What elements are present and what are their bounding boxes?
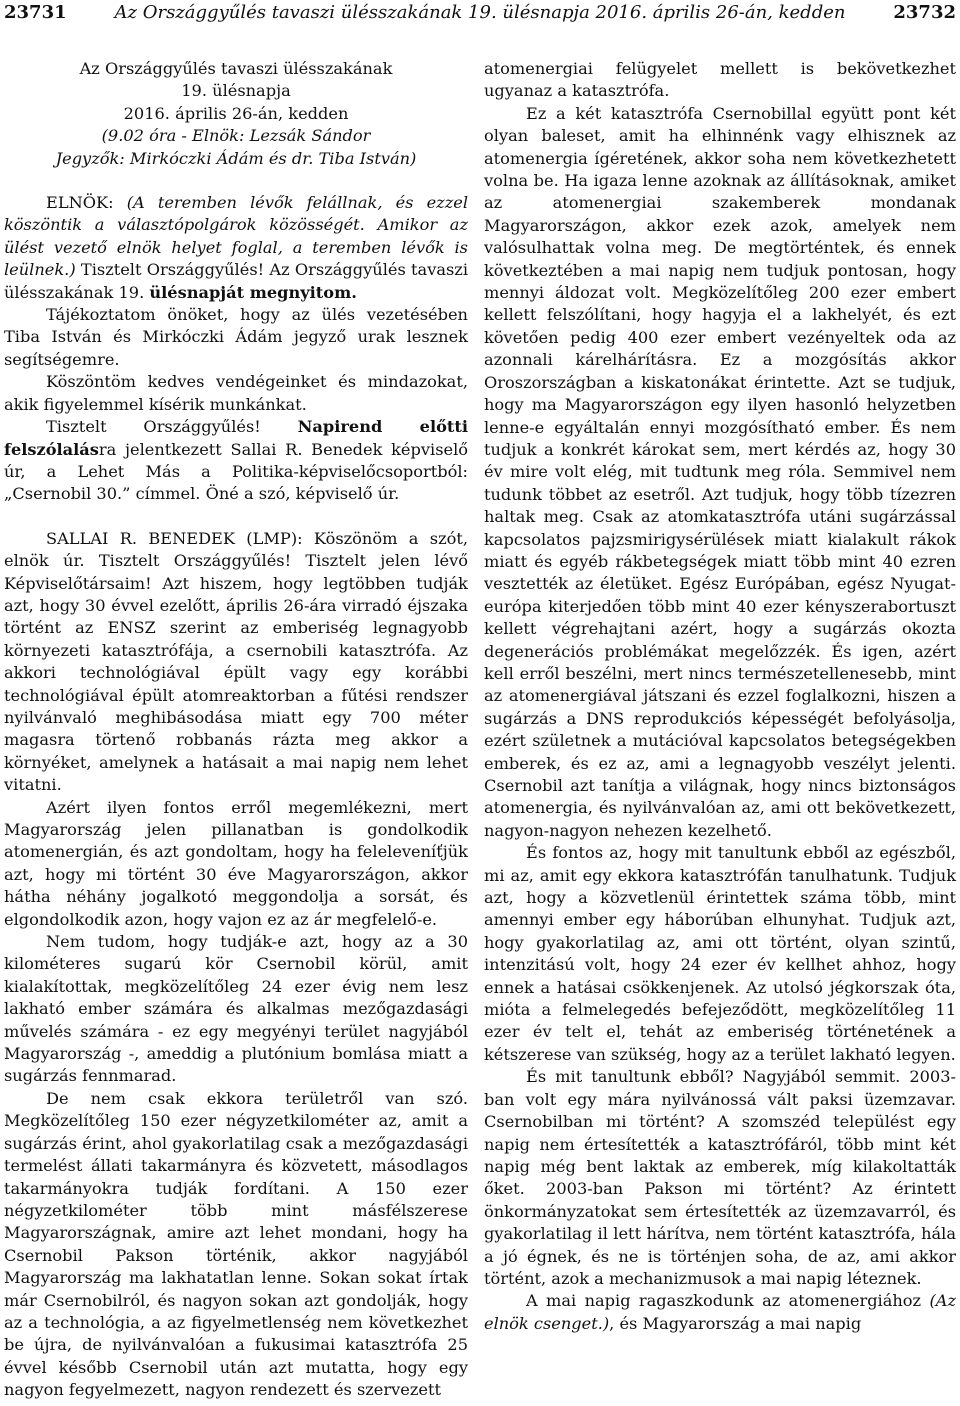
- paragraph: SALLAI R. BENEDEK (LMP): Köszönöm a szót, elnök úr. Tisztelt Országgyűlés! Tisztelt jelen lévő Képviselőtársaim! Azt hiszem, hogy legtöbben tudják azt, hogy 30 évvel ezelőtt, április 26-ára virradó éjszaka történt az ENSZ szerint az emberiség legnagyobb környezeti katasztrófája, a csernobili katasztrófa. Az akkori technológiával épült vagy egy korábbi technológiával épült atomreaktorban a fűtési rendszer nyilvánvaló meghibásodása miatt egy 700 méter magasra törtenő robbanás rázta meg akkor a környéket, amelynek a hatásait a mai napig nem lehet vitatni.: [4, 528, 468, 795]
- session-line: 19. ülésnapja: [181, 81, 291, 101]
- paragraph: Ez a két katasztrófa Csernobillal együtt pont két olyan baleset, amit ha elhinnénk vagy elhisznek az atomenergia ígéretének, akkor soha nem következhetett volna be. Ha igaza lenne azoknak az állításoknak, amiket az atomenergiai szakemberek mondanak Magyarországon, akkor ezek azok, amelyek nem valósulhattak volna meg. De megtörténtek, és ennek következtében a mai napig nem tudjuk pontosan, hogy mennyi áldozat volt. Megközelítőleg 200 ezer embert kellett felszólítani, hogy hagyja el a lakhelyét, és ezt követően pedig 400 ezer embert vezényeltek oda az azonnali kárelhárításra. Ez a mozgósítás akkor Oroszországban a kiskatonákat érintette. Azt se tudjuk, hogy ma Magyarországon egy ilyen hasonló helyzetben lenne-e egyáltalán ennyi mozgósítható ember. És nem tudjuk a konkrét károkat sem, mert kérdés az, hogy 30 év mire volt elég, mit tudtunk meg róla. Semmivel nem tudunk többet az esetről. Azt tudjuk, hogy több tízezren haltak meg. Csak az atomkatasztrófa utáni sugárzással kapcsolatos pajzsmirigysérülések miatt kialakult rákok miatt és egyéb rákbetegségek miatt több mint 40 ezren vesztették az életüket. Egész Európában, egész Nyugat-európa kiterjedően több mint 40 ezer kényszerabortuszt kellett végrehajtani azért, hogy a sugárzás okozta degenerációs problémákat megelőzzék. És igen, azért kell erről beszélni, mert nincs természetellenesebb, mint az atomenergiával játszani és ezzel foglalkozni, hiszen a sugárzás a DNS reprodukciós képességét befolyásolja, ezért születnek a mutációval kapcsolatos betegségekben emberek, és ez az, ami a legnagyobb veszélyt jelenti. Csernobil azt tanítja a világnak, hogy nincs biztonságos atomenergia, és nyilvánvalóan az, ami ott bekövetkezett, nagyon-nagyon nehezen kezelhető.: [484, 103, 956, 840]
- session-line: Jegyzők: Mirkóczki Ádám és dr. Tiba István): [55, 148, 417, 168]
- paragraph-text: , és Magyarország a mai napig: [609, 1313, 862, 1333]
- paragraph: Tájékoztatom önöket, hogy az ülés vezetésében Tiba István és Mirkóczki Ádám jegyző urak lesznek segítségemre.: [4, 305, 468, 369]
- bold-text: ülésnapját megnyitom.: [149, 282, 357, 302]
- session-line: 2016. április 26-án, kedden: [123, 103, 349, 123]
- session-line: (9.02 óra - Elnök: Lezsák Sándor: [101, 126, 371, 146]
- paragraph-text: ra jelentkezett Sallai R. Benedek képviselő úr, a Lehet Más a Politika-képviselőcsoportból: „Csernobil 30.” címmel. Öné a szó, képviselő úr.: [4, 439, 468, 504]
- paragraph: És fontos az, hogy mit tanultunk ebből az egészből, mi az, amit egy ekkora katasztrófán tanulhatunk. Tudjuk azt, hogy a közvetlenül érintettek száma több, mint amennyi ember egy háborúban elhunyhat. Tudjuk azt, hogy gyakorlatilag az, ami ott történt, olyan szintű, intenzitású volt, hogy 24 ezer év kellhet ahhoz, hogy ennek a hatásai csökkenjenek. Az utolsó jégkorszak óta, mióta a felmelegedés befejeződött, megközelítőleg 11 ezer év telt el, tehát az emberiség történetének a kétszerese van szükség, hogy az a terület lakható legyen.: [484, 843, 956, 1064]
- paragraph-text: Tisztelt Országgyűlés!: [46, 417, 298, 437]
- right-column: [484, 58, 956, 1335]
- paragraph: És mit tanultunk ebből? Nagyjából semmit. 2003-ban volt egy mára nyilvánossá vált paksi üzemzavar. Csernobilban mi történt? A szomszéd települést egy napig nem értesítették a katasztrófáról, több mint két napig még bent laktak az emberek, míg kilakoltatták őket. 2003-ban Pakson mi történt? Az érintett önkormányzatokat sem értesítették az üzemzavarról, és gyakorlatilag il lett hárítva, nem történt katasztrófa, hála a jó égnek, és ne is történjen soha, de az, ami akkor történt, azok a mechanizmusok a mai napig léteznek.: [484, 1067, 956, 1288]
- paragraph: Köszöntöm kedves vendégeinket és mindazokat, akik figyelemmel kísérik munkánkat.: [4, 372, 468, 414]
- paragraph-text: Tisztelt Országgyűlés! Az Országgyűlés tavaszi ülésszakának 19.: [4, 260, 468, 302]
- paragraph: Azért ilyen fontos erről megemlékezni, mert Magyarország jelen pillanatban is gondolkodik atomenergián, és azt gondoltam, hogy ha feleleveníťjük azt, hogy mi történt 30 éve Magyarországon, akkor hátha néhány jogalkotó meggondolja a sorsát, és elgondolkodik azon, hogy vajon ez az ár megfelelő-e.: [4, 797, 468, 929]
- page-number-left: 23731: [4, 2, 67, 23]
- paragraph: De nem csak ekkora területről van szó. Megközelítőleg 150 ezer négyzetkilométer az, amit a sugárzás érint, ahol gyakorlatilag csak a mezőgazdasági termelést állati takarmányra és közvetett, másodlagos takarmányokra tudják fordítani. A 150 ezer négyzetkilométer több mint másfélszerese Magyarországnak, amire azt lehet mondani, hogy ha Csernobil Pakson történik, akkor nagyjából Magyarország ma lakhatatlan lenne. Sokan sokat írtak már Csernobilról, és nagyon sokan azt gondolják, hogy az a technológia, a az figyelmetlenség nem következhet be újra, de nyilvánvalóan a fukusimai katasztrófa 25 évvel később Csernobil után azt mutatta, hogy egy nagyon fegyelmezett, nagyon rendezett és szervezett: [4, 1088, 468, 1400]
- running-title: Az Országgyűlés tavaszi ülésszakának 19. ülésnapja 2016. április 26-án, kedden: [114, 2, 846, 23]
- session-header: [4, 58, 468, 170]
- paragraph-text: A mai napig ragaszkodunk az atomenergiához: [526, 1291, 930, 1311]
- stage-direction: (A teremben lévők felállnak, és ezzel köszöntik a választópolgárok közösségét. Amikor az ülést vezető elnök helyet foglal, a teremben lévők is leülnek.): [4, 193, 468, 280]
- paragraph: Nem tudom, hogy tudják-e azt, hogy az a 30 kilométeres sugarú kör Csernobil körül, amit kialakítottak, megközelítőleg 24 ezer évig nem lesz lakható ember számára és alkalmas mezőgazdasági művelés számára - ez egy megyényi terület nagyjából Magyarország -, ameddig a plutónium bomlása miatt a sugárzás fennmarad.: [4, 932, 468, 1086]
- paragraph: [4, 192, 468, 304]
- paragraph: [484, 1290, 956, 1335]
- page-header: [0, 0, 960, 30]
- speaker: ELNÖK:: [46, 193, 114, 213]
- left-column: [4, 58, 468, 1402]
- paragraph: [4, 416, 468, 506]
- paragraph: atomenergiai felügyelet mellett is bekövetkezhet ugyanaz a katasztrófa.: [484, 59, 956, 101]
- bold-text: Napirend előtti felszólalás: [4, 417, 468, 459]
- stage-direction: (Az elnök csenget.): [484, 1291, 956, 1333]
- page-number-right: 23732: [893, 2, 956, 23]
- session-line: Az Országgyűlés tavaszi ülésszakának: [79, 59, 393, 78]
